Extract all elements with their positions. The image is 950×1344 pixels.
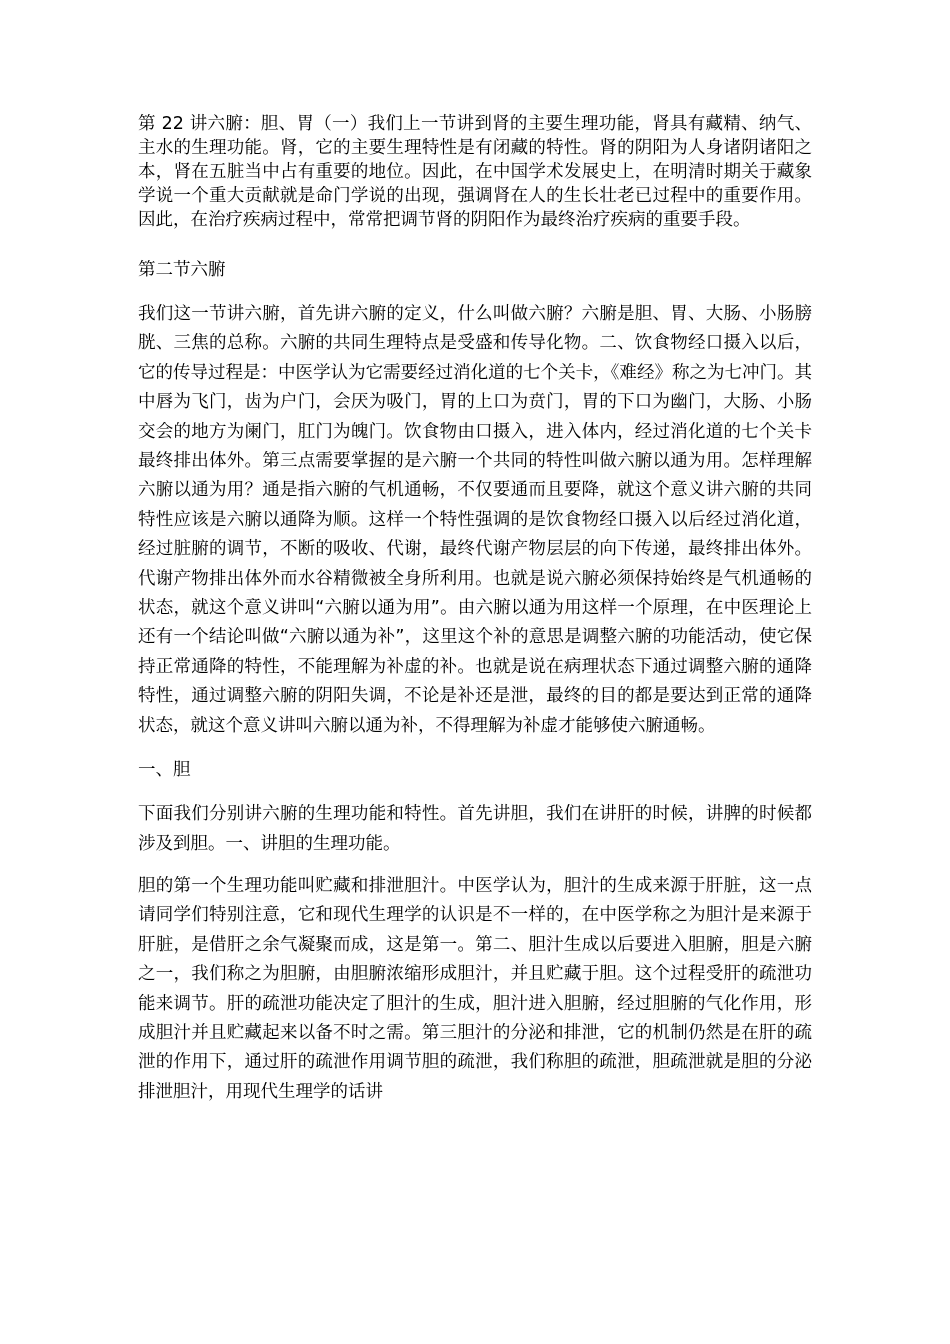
document-page — [138, 112, 812, 1120]
section-heading-liufu: 第二节六腑 — [138, 260, 226, 280]
body-paragraph-dan-intro: 下面我们分别讲六腑的生理功能和特性。首先讲胆，我们在讲肝的时候，讲脾的时候都涉及到胆。一、讲胆的生理功能。 — [138, 804, 812, 854]
body-paragraph-dan-function: 胆的第一个生理功能叫贮藏和排泄胆汁。中医学认为，胆汁的生成来源于肝脏，这一点请同学们特别注意，它和现代生理学的认识是不一样的，在中医学称之为胆汁是来源于肝脏，是借肝之余气凝聚而成，这是第一。第二、胆汁生成以后要进入胆腑，胆是六腑之一，我们称之为胆腑，由胆腑浓缩形成胆汁，并且贮藏于胆。这个过程受肝的疏泄功能来调节。肝的疏泄功能决定了胆汁的生成，胆汁进入胆腑，经过胆腑的气化作用，形成胆汁并且贮藏起来以备不时之需。第三胆汁的分泌和排泄，它的机制仍然是在肝的疏泄的作用下，通过肝的疏泄作用调节胆的疏泄，我们称胆的疏泄，胆疏泄就是胆的分泌排泄胆汁，用现代生理学的话讲 — [138, 875, 812, 1102]
body-paragraph-liufu-definition: 我们这一节讲六腑，首先讲六腑的定义，什么叫做六腑？六腑是胆、胃、大肠、小肠膀胱、三焦的总称。六腑的共同生理特点是受盛和传导化物。二、饮食物经口摄入以后，它的传导过程是：中医学认为它需要经过消化道的七个关卡，《难经》称之为七冲门。其中唇为飞门，齿为户门，会厌为吸门，胃的上口为贲门，胃的下口为幽门，大肠、小肠交会的地方为阑门，肛门为魄门。饮食物由口摄入，进入体内，经过消化道的七个关卡最终排出体外。第三点需要掌握的是六腑一个共同的特性叫做六腑以通为用。怎样理解六腑以通为用？通是指六腑的气机通畅，不仅要通而且要降，就这个意义讲六腑的共同特性应该是六腑以通降为顺。这样一个特性强调的是饮食物经口摄入以后经过消化道，经过脏腑的调节，不断的吸收、代谢，最终代谢产物层层的向下传递，最终排出体外。代谢产物排出体外而水谷精微被全身所利用。也就是说六腑必须保持始终是气机通畅的状态，就这个意义讲叫“六腑以通为用”。由六腑以通为用这样一个原理，在中医理论上还有一个结论叫做“六腑以通为补”，这里这个补的意思是调整六腑的功能活动，使它保持正常通降的特性，不能理解为补虚的补。也就是说在病理状态下通过调整六腑的通降特性，通过调整六腑的阴阳失调，不论是补还是泄，最终的目的都是要达到正常的通降状态，就这个意义讲叫六腑以通为补，不得理解为补虚才能够使六腑通畅。 — [138, 304, 812, 736]
intro-paragraph: 第 22 讲六腑：胆、胃（一）我们上一节讲到肾的主要生理功能，肾具有藏精、纳气、主水的生理功能。肾，它的主要生理特性是有闭藏的特性。肾的阴阳为人身诸阴诸阳之本，肾在五脏当中占有重要的地位。因此，在中国学术发展史上，在明清时期关于藏象学说一个重大贡献就是命门学说的出现，强调肾在人的生长壮老已过程中的重要作用。因此，在治疗疾病过程中，常常把调节肾的阴阳作为最终治疗疾病的重要手段。 — [138, 114, 812, 230]
subsection-heading-dan: 一、胆 — [138, 760, 191, 781]
